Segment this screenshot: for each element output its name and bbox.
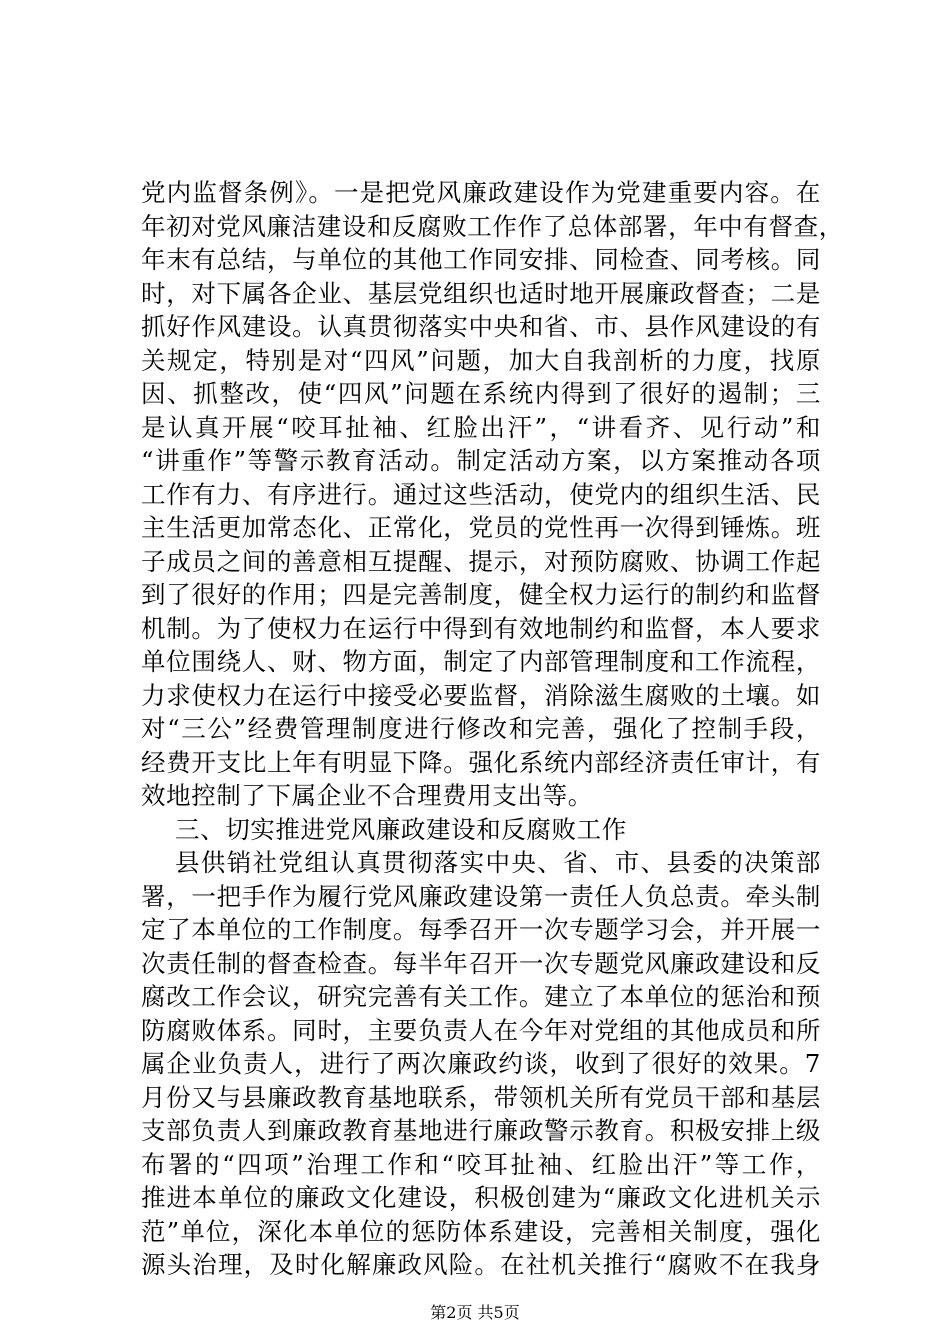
text-line: 因、抓整改，使“四风”问题在系统内得到了很好的遏制；三 bbox=[141, 379, 821, 408]
text-line: 子成员之间的善意相互提醒、提示，对预防腐败、协调工作起 bbox=[141, 546, 821, 576]
text-line: 布署的“四项”治理工作和“咬耳扯袖、红脸出汗”等工作， bbox=[141, 1149, 821, 1179]
text-line: 腐改工作会议，研究完善有关工作。建立了本单位的惩治和预 bbox=[141, 982, 821, 1011]
text-line: 推进本单位的廉政文化建设，积极创建为“廉政文化进机关示 bbox=[141, 1183, 821, 1212]
text-line: 关规定，特别是对“四风”问题，加大自我剖析的力度，找原 bbox=[141, 345, 821, 375]
text-line: 范”单位，深化本单位的惩防体系建设，完善相关制度，强化 bbox=[141, 1216, 821, 1246]
section-heading: 三、切实推进党风廉政建设和反腐败工作 bbox=[175, 814, 627, 844]
body-text bbox=[141, 176, 844, 1282]
text-line: 定了本单位的工作制度。每季召开一次专题学习会，并开展一 bbox=[141, 915, 821, 944]
text-line: 是认真开展“咬耳扯袖、红脸出汗”，“讲看齐、见行动”和 bbox=[141, 412, 821, 442]
text-line: 效地控制了下属企业不合理费用支出等。 bbox=[141, 781, 593, 810]
text-line: 时，对下属各企业、基层党组织也适时地开展廉政督查；二是 bbox=[141, 278, 821, 308]
page-number: 第2页 共5页 bbox=[430, 1303, 520, 1322]
text-line: 次责任制的督查检查。每半年召开一次专题党风廉政建设和反 bbox=[141, 948, 821, 978]
text-line: 经费开支比上年有明显下降。强化系统内部经济责任审计，有 bbox=[141, 747, 821, 777]
text-line: 月份又与县廉政教育基地联系，带领机关所有党员干部和基层 bbox=[141, 1082, 821, 1112]
text-line: 主生活更加常态化、正常化，党员的党性再一次得到锤炼。班 bbox=[141, 513, 821, 542]
text-line: 支部负责人到廉政教育基地进行廉政警示教育。积极安排上级 bbox=[141, 1116, 821, 1145]
text-line: 工作有力、有序进行。通过这些活动，使党内的组织生活、民 bbox=[141, 479, 821, 509]
text-line: 属企业负责人，进行了两次廉政约谈，收到了很好的效果。7 bbox=[141, 1049, 821, 1078]
text-line: 单位围绕人、财、物方面，制定了内部管理制度和工作流程， bbox=[141, 647, 821, 676]
text-line: 防腐败体系。同时，主要负责人在今年对党组的其他成员和所 bbox=[141, 1015, 821, 1045]
text-line: 到了很好的作用；四是完善制度，健全权力运行的制约和监督 bbox=[141, 580, 821, 609]
text-line: 对“三公”经费管理制度进行修改和完善，强化了控制手段， bbox=[141, 714, 821, 743]
text-line: 源头治理，及时化解廉政风险。在社机关推行“腐败不在我身 bbox=[141, 1250, 821, 1279]
text-line: 党内监督条例》。一是把党风廉政建设作为党建重要内容。在 bbox=[141, 178, 821, 207]
text-line: 抓好作风建设。认真贯彻落实中央和省、市、县作风建设的有 bbox=[141, 312, 821, 341]
text-line: 年末有总结，与单位的其他工作同安排、同检查、同考核。同 bbox=[141, 245, 821, 274]
text-line: 县供销社党组认真贯彻落实中央、省、市、县委的决策部 bbox=[175, 848, 821, 877]
text-line: 年初对党风廉洁建设和反腐败工作作了总体部署，年中有督查， bbox=[141, 211, 844, 241]
text-line: 署，一把手作为履行党风廉政建设第一责任人负总责。牵头制 bbox=[141, 881, 821, 911]
text-line: 机制。为了使权力在运行中得到有效地制约和监督，本人要求 bbox=[141, 613, 821, 643]
text-line: “讲重作”等警示教育活动。制定活动方案，以方案推动各项 bbox=[141, 446, 821, 475]
text-line: 力求使权力在运行中接受必要监督，消除滋生腐败的土壤。如 bbox=[141, 680, 821, 710]
